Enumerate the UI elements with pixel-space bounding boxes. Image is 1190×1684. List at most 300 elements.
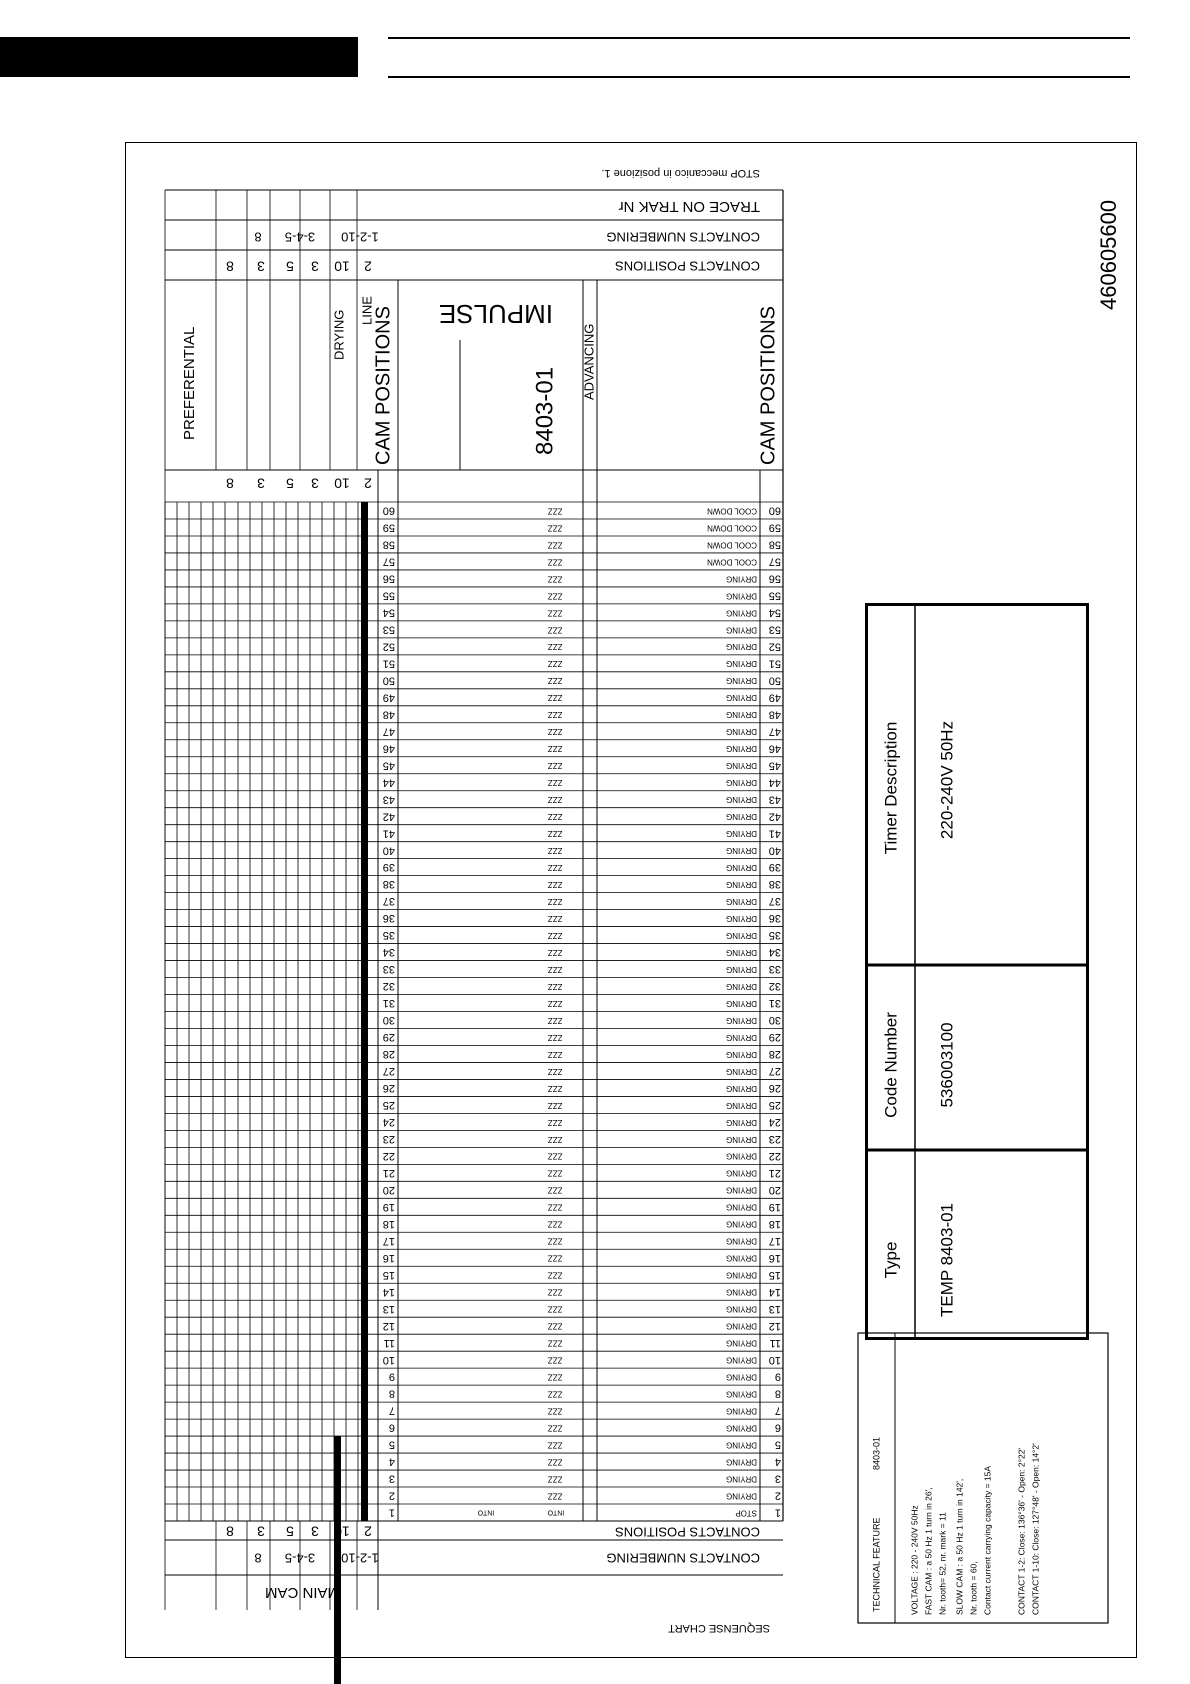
row-label: DRYING <box>726 710 757 720</box>
impulse-mark: ZZZ <box>547 829 563 839</box>
impulse-mark: ZZZ <box>547 1457 563 1467</box>
row-label: DRYING <box>726 693 757 703</box>
cam-position-number: 5 <box>388 1438 395 1451</box>
row-number: 41 <box>768 827 781 840</box>
cam-position-number: 2 <box>388 1489 395 1502</box>
cam-position-number: 57 <box>382 555 395 568</box>
advancing-label: ADVANCING <box>581 323 597 400</box>
impulse-mark: ZZZ <box>547 1100 563 1110</box>
row-label: DRYING <box>726 676 757 686</box>
impulse-mark: ZZZ <box>547 1032 563 1042</box>
impulse-mark: ZZZ <box>547 863 563 873</box>
impulse-mark: ZZZ <box>547 1253 563 1263</box>
contact-position-footer: 2 <box>364 1523 372 1540</box>
timer-header-type: Type <box>881 1241 901 1279</box>
contacts-positions-footer: CONTACTS POSITIONS <box>615 1524 760 1540</box>
preferential-label: PREFERENTIAL <box>180 326 198 440</box>
row-number: 23 <box>768 1132 781 1145</box>
technical-line: CONTACT 1-2: Close: 136°36' - Open: 2°22' <box>1016 1447 1027 1615</box>
timer-value-type: TEMP 8403-01 <box>937 1202 957 1318</box>
cam-position-number: 26 <box>382 1082 395 1095</box>
impulse-label: IMPULSE <box>438 299 553 330</box>
contact-position-top: 2 <box>364 475 372 492</box>
technical-model: 8403-01 <box>871 1436 882 1470</box>
contact-position-top: 3 <box>257 475 265 492</box>
cam-position-number: 44 <box>382 776 395 789</box>
cam-position-number: 19 <box>382 1200 395 1213</box>
contacts-numbering-label: CONTACTS NUMBERING <box>606 229 760 245</box>
row-number: 14 <box>768 1285 781 1298</box>
cam-position-number: 16 <box>382 1251 395 1264</box>
row-label: DRYING <box>726 795 757 805</box>
cam-position-number: 10 <box>382 1353 395 1366</box>
impulse-mark: ZZZ <box>547 761 563 771</box>
contact-numbering-footer: 1-2-10 <box>341 1550 379 1566</box>
impulse-mark: ZZZ <box>547 1440 563 1450</box>
row-number: 3 <box>774 1472 781 1485</box>
row-label: DRYING <box>726 964 757 974</box>
cam-position-number: 51 <box>382 657 395 670</box>
row-label: DRYING <box>726 829 757 839</box>
contact-position-top: 5 <box>286 475 294 492</box>
cam-position-number: 13 <box>382 1302 395 1315</box>
impulse-mark: ZZZ <box>547 812 563 822</box>
row-label: DRYING <box>726 1253 757 1263</box>
technical-line: Nr. tooth= 52, nr. mark = 11 <box>937 1512 948 1615</box>
cam-position-number: 27 <box>382 1065 395 1078</box>
contact-position-header: 2 <box>364 258 372 275</box>
impulse-mark: ZZZ <box>547 1219 563 1229</box>
row-number: 6 <box>774 1421 781 1434</box>
row-label: DRYING <box>726 1389 757 1399</box>
cam-position-number: 12 <box>382 1319 395 1332</box>
cam-position-number: 46 <box>382 742 395 755</box>
impulse-mark: ZZZ <box>547 591 563 601</box>
row-label: COOL DOWN <box>707 540 757 550</box>
impulse-mark: ZZZ <box>547 625 563 635</box>
contact-numbering-footer: 3-4-5 <box>284 1550 316 1566</box>
cam-position-number: 50 <box>382 674 395 687</box>
impulse-mark: ZZZ <box>547 1083 563 1093</box>
row-number: 24 <box>768 1115 781 1128</box>
row-label: DRYING <box>726 1355 757 1365</box>
contact-position-footer: 8 <box>226 1523 234 1540</box>
line-label: LINE <box>359 296 375 325</box>
row-number: 56 <box>768 572 781 585</box>
row-number: 38 <box>768 878 781 891</box>
cam-position-number: 39 <box>382 861 395 874</box>
impulse-mark: ZZZ <box>547 1423 563 1433</box>
cam-position-number: 58 <box>382 538 395 551</box>
row-label: DRYING <box>726 998 757 1008</box>
row-number: 29 <box>768 1031 781 1044</box>
line-contact-bar <box>361 502 368 1521</box>
row-number: 5 <box>774 1438 781 1451</box>
row-label: COOL DOWN <box>707 523 757 533</box>
contact-bars <box>334 502 368 1684</box>
row-number: 10 <box>768 1353 781 1366</box>
cam-position-number: 29 <box>382 1031 395 1044</box>
row-label: DRYING <box>726 812 757 822</box>
impulse-mark: ZZZ <box>547 1304 563 1314</box>
impulse-mark: ZZZ <box>547 795 563 805</box>
cam-position-number: 47 <box>382 725 395 738</box>
cam-position-number: 7 <box>388 1404 395 1417</box>
impulse-mark: ZZZ <box>547 981 563 991</box>
impulse-mark: ZZZ <box>547 574 563 584</box>
row-label: DRYING <box>726 1270 757 1280</box>
impulse-mark: ZZZ <box>547 1474 563 1484</box>
row-number: 40 <box>768 844 781 857</box>
row-number: 15 <box>768 1268 781 1281</box>
row-label: DRYING <box>726 591 757 601</box>
cam-position-number: 22 <box>382 1149 395 1162</box>
row-number: 51 <box>768 657 781 670</box>
row-number: 18 <box>768 1217 781 1230</box>
impulse-mark: ZZZ <box>547 727 563 737</box>
impulse-mark: ZZZ <box>547 778 563 788</box>
row-number: 13 <box>768 1302 781 1315</box>
row-number: 27 <box>768 1065 781 1078</box>
trace-label: TRACE ON TRAK Nr <box>618 198 760 216</box>
row-number: 4 <box>774 1455 781 1468</box>
impulse-mark: ZZZ <box>547 1321 563 1331</box>
technical-line: Contact current carrying capacity = 15A <box>982 1465 993 1615</box>
cam-position-number: 54 <box>382 606 395 619</box>
impulse-mark: ZZZ <box>547 947 563 957</box>
impulse-mark: ZZZ <box>547 1117 563 1127</box>
row-label: DRYING <box>726 1287 757 1297</box>
row-number: 21 <box>768 1166 781 1179</box>
row-label: DRYING <box>726 778 757 788</box>
side-code: 460605600 <box>1095 199 1121 310</box>
row-number: 36 <box>768 912 781 925</box>
row-number: 58 <box>768 538 781 551</box>
row-number: 52 <box>768 640 781 653</box>
impulse-mark: ZZZ <box>547 1355 563 1365</box>
cam-position-number: 21 <box>382 1166 395 1179</box>
cam-position-number: 15 <box>382 1268 395 1281</box>
contact-position-header: 8 <box>226 258 234 275</box>
impulse-mark: ZZZ <box>547 540 563 550</box>
technical-line: VOLTAGE : 220 - 240V 50Hz <box>909 1505 920 1615</box>
timer-value-code: 536003100 <box>937 1022 957 1108</box>
technical-line: Nr. tooth = 60, <box>968 1561 979 1615</box>
row-label: STOP <box>735 1508 757 1518</box>
cam-position-number: 4 <box>388 1455 395 1468</box>
row-number: 2 <box>774 1489 781 1502</box>
cam-position-number: 31 <box>382 997 395 1010</box>
impulse-mark: ZZZ <box>547 676 563 686</box>
cam-position-number: 34 <box>382 946 395 959</box>
cam-position-number: 3 <box>388 1472 395 1485</box>
cam-position-number: 20 <box>382 1183 395 1196</box>
contact-position-header: 3 <box>311 258 319 275</box>
row-label: DRYING <box>726 1117 757 1127</box>
row-label: DRYING <box>726 1151 757 1161</box>
row-label: DRYING <box>726 1491 757 1501</box>
row-label: DRYING <box>726 1100 757 1110</box>
cam-position-number: 11 <box>383 1336 395 1349</box>
contact-position-header: 3 <box>257 258 265 275</box>
contact-position-footer: 10 <box>334 1523 350 1540</box>
impulse-mark: ZZZ <box>547 1168 563 1178</box>
impulse-mark: ZZZ <box>547 693 563 703</box>
impulse-mark: ZZZ <box>547 1236 563 1246</box>
timer-value-description: 220-240V 50Hz <box>937 720 957 840</box>
impulse-mark: ZZZ <box>547 1270 563 1280</box>
row-label: DRYING <box>726 1066 757 1076</box>
impulse-mark: ZZZ <box>547 930 563 940</box>
row-label: DRYING <box>726 1168 757 1178</box>
row-number: 57 <box>768 555 781 568</box>
row-number: 59 <box>768 521 781 534</box>
row-label: DRYING <box>726 1049 757 1059</box>
contact-position-top: 10 <box>334 475 350 492</box>
row-label: DRYING <box>726 1015 757 1025</box>
row-number: 26 <box>768 1082 781 1095</box>
row-number: 28 <box>768 1048 781 1061</box>
impulse-mark: ZZZ <box>547 913 563 923</box>
row-label: DRYING <box>726 642 757 652</box>
into-label: INTO <box>477 1508 495 1516</box>
row-label: DRYING <box>726 608 757 618</box>
impulse-mark: ZZZ <box>547 998 563 1008</box>
impulse-mark: ZZZ <box>547 1287 563 1297</box>
cam-position-number: 41 <box>382 827 395 840</box>
row-label: DRYING <box>726 727 757 737</box>
impulse-mark: ZZZ <box>547 710 563 720</box>
row-number: 39 <box>768 861 781 874</box>
impulse-mark: ZZZ <box>547 1185 563 1195</box>
row-number: 46 <box>768 742 781 755</box>
contact-numbering-header: 3-4-5 <box>284 229 316 245</box>
row-label: DRYING <box>726 1321 757 1331</box>
cam-position-number: 52 <box>382 640 395 653</box>
contact-position-header: 10 <box>334 258 350 275</box>
impulse-mark: ZZZ <box>547 1134 563 1144</box>
row-number: 12 <box>768 1319 781 1332</box>
cam-position-number: 38 <box>382 878 395 891</box>
cam-position-number: 59 <box>382 521 395 534</box>
row-label: DRYING <box>726 863 757 873</box>
row-number: 50 <box>768 674 781 687</box>
cam-position-number: 9 <box>388 1370 395 1383</box>
cam-position-number: 53 <box>382 623 395 636</box>
cam-position-number: 1 <box>388 1506 395 1519</box>
cam-position-number: 14 <box>382 1285 395 1298</box>
row-number: 55 <box>768 589 781 602</box>
row-number: 25 <box>768 1099 781 1112</box>
row-number: 33 <box>768 963 781 976</box>
cam-position-number: 8 <box>388 1387 395 1400</box>
contact-position-top: 8 <box>226 475 234 492</box>
cam-position-number: 33 <box>382 963 395 976</box>
row-label: DRYING <box>726 1202 757 1212</box>
timer-header-code: Code Number <box>881 1012 901 1118</box>
cam-position-number: 35 <box>382 929 395 942</box>
impulse-mark: ZZZ <box>547 1202 563 1212</box>
into-label: INTO <box>547 1508 565 1516</box>
row-number: 8 <box>774 1387 781 1400</box>
row-number: 9 <box>774 1370 781 1383</box>
row-label: DRYING <box>726 659 757 669</box>
row-number: 43 <box>768 793 781 806</box>
row-label: DRYING <box>726 574 757 584</box>
row-number: 47 <box>768 725 781 738</box>
contacts-numbering-footer: CONTACTS NUMBERING <box>606 1550 760 1566</box>
row-label: COOL DOWN <box>707 506 757 516</box>
row-number: 32 <box>768 980 781 993</box>
impulse-mark: ZZZ <box>547 846 563 856</box>
row-number: 16 <box>768 1251 781 1264</box>
row-number: 42 <box>768 810 781 823</box>
row-label: DRYING <box>726 1423 757 1433</box>
row-number: 31 <box>768 997 781 1010</box>
row-label: DRYING <box>726 1474 757 1484</box>
cam-position-number: 37 <box>382 895 395 908</box>
row-number: 48 <box>768 708 781 721</box>
contact-position-footer: 3 <box>257 1523 265 1540</box>
row-label: DRYING <box>726 1372 757 1382</box>
impulse-mark: ZZZ <box>547 1389 563 1399</box>
row-label: DRYING <box>726 1236 757 1246</box>
row-label: DRYING <box>726 761 757 771</box>
row-number: 22 <box>768 1149 781 1162</box>
model-label: 8403-01 <box>531 366 559 455</box>
row-label: DRYING <box>726 930 757 940</box>
cam-position-number: 6 <box>388 1421 395 1434</box>
main-cam-label: MAIN CAM <box>265 1584 340 1602</box>
cam-position-number: 24 <box>382 1115 395 1128</box>
row-number: 20 <box>768 1183 781 1196</box>
contact-position-header: 5 <box>286 258 294 275</box>
contact-position-footer: 3 <box>311 1523 319 1540</box>
cam-position-number: 23 <box>382 1132 395 1145</box>
row-label: DRYING <box>726 1032 757 1042</box>
cam-position-number: 55 <box>382 589 395 602</box>
impulse-mark: ZZZ <box>547 1338 563 1348</box>
stop-note: STOP meccanico in posizione 1. <box>601 167 760 180</box>
impulse-mark: ZZZ <box>547 1406 563 1416</box>
cam-position-number: 43 <box>382 793 395 806</box>
cam-position-number: 32 <box>382 980 395 993</box>
cam-positions-label-right: CAM POSITIONS <box>757 306 780 465</box>
row-number: 19 <box>768 1200 781 1213</box>
impulse-mark: ZZZ <box>547 608 563 618</box>
cam-position-number: 25 <box>382 1099 395 1112</box>
impulse-mark: ZZZ <box>547 1151 563 1161</box>
row-label: DRYING <box>726 625 757 635</box>
row-number: 11 <box>769 1336 781 1349</box>
row-number: 53 <box>768 623 781 636</box>
contact-position-top: 3 <box>311 475 319 492</box>
cam-position-number: 40 <box>382 844 395 857</box>
technical-line: CONTACT 1-10: Close: 127°48' - Open: 14°2' <box>1030 1443 1041 1615</box>
row-label: DRYING <box>726 1083 757 1093</box>
row-label: DRYING <box>726 1338 757 1348</box>
cam-position-number: 17 <box>382 1234 395 1247</box>
row-label: DRYING <box>726 846 757 856</box>
timer-header-description: Timer Description <box>881 721 901 855</box>
impulse-mark: ZZZ <box>547 744 563 754</box>
row-number: 54 <box>768 606 781 619</box>
cam-positions-label: CAM POSITIONS <box>372 306 395 465</box>
cam-position-number: 56 <box>382 572 395 585</box>
row-number: 1 <box>774 1506 781 1519</box>
impulse-mark: ZZZ <box>547 659 563 669</box>
technical-title: TECHNICAL FEATURE <box>871 1517 882 1612</box>
row-label: DRYING <box>726 1457 757 1467</box>
cam-position-number: 28 <box>382 1048 395 1061</box>
row-label: DRYING <box>726 913 757 923</box>
row-number: 7 <box>774 1404 781 1417</box>
cam-position-number: 48 <box>382 708 395 721</box>
impulse-mark: ZZZ <box>547 1049 563 1059</box>
row-number: 35 <box>768 929 781 942</box>
row-label: DRYING <box>726 981 757 991</box>
row-label: DRYING <box>726 744 757 754</box>
row-label: DRYING <box>726 1219 757 1229</box>
row-label: DRYING <box>726 947 757 957</box>
row-label: DRYING <box>726 1406 757 1416</box>
row-label: COOL DOWN <box>707 557 757 567</box>
contact-numbering-header: 8 <box>254 229 262 245</box>
row-number: 30 <box>768 1014 781 1027</box>
cam-position-number: 36 <box>382 912 395 925</box>
impulse-mark: ZZZ <box>547 557 563 567</box>
row-number: 44 <box>768 776 781 789</box>
impulse-mark: ZZZ <box>547 1491 563 1501</box>
row-number: 17 <box>768 1234 781 1247</box>
drying-contact-bar <box>334 1436 341 1684</box>
impulse-mark: ZZZ <box>547 964 563 974</box>
row-number: 37 <box>768 895 781 908</box>
contacts-positions-label: CONTACTS POSITIONS <box>615 258 760 274</box>
row-label: DRYING <box>726 1440 757 1450</box>
row-label: DRYING <box>726 1134 757 1144</box>
technical-line: SLOW CAM : a 50 Hz 1 turn in 142', <box>954 1478 965 1615</box>
cam-position-number: 18 <box>382 1217 395 1230</box>
cam-position-number: 42 <box>382 810 395 823</box>
impulse-mark: ZZZ <box>547 880 563 890</box>
row-number: 49 <box>768 691 781 704</box>
row-number: 45 <box>768 759 781 772</box>
chart-caption: SEQUENSE CHART <box>668 1622 770 1635</box>
impulse-mark: ZZZ <box>547 896 563 906</box>
impulse-mark: ZZZ <box>547 523 563 533</box>
cam-position-number: 60 <box>382 504 395 517</box>
drying-label: DRYING <box>331 309 347 360</box>
row-number: 34 <box>768 946 781 959</box>
cam-position-number: 30 <box>382 1014 395 1027</box>
contact-position-footer: 5 <box>286 1523 294 1540</box>
technical-line: FAST CAM : a 50 Hz 1 turn in 26', <box>923 1487 934 1615</box>
cam-position-number: 49 <box>382 691 395 704</box>
contact-numbering-footer: 8 <box>254 1550 262 1566</box>
cam-position-number: 45 <box>382 759 395 772</box>
row-label: DRYING <box>726 880 757 890</box>
impulse-mark: ZZZ <box>547 506 563 516</box>
impulse-mark: ZZZ <box>547 1372 563 1382</box>
impulse-mark: ZZZ <box>547 1066 563 1076</box>
impulse-mark: ZZZ <box>547 1015 563 1025</box>
row-label: DRYING <box>726 1185 757 1195</box>
contact-numbering-header: 1-2-10 <box>341 229 379 245</box>
timer-table <box>865 603 1089 1340</box>
row-label: DRYING <box>726 896 757 906</box>
row-number: 60 <box>768 504 781 517</box>
